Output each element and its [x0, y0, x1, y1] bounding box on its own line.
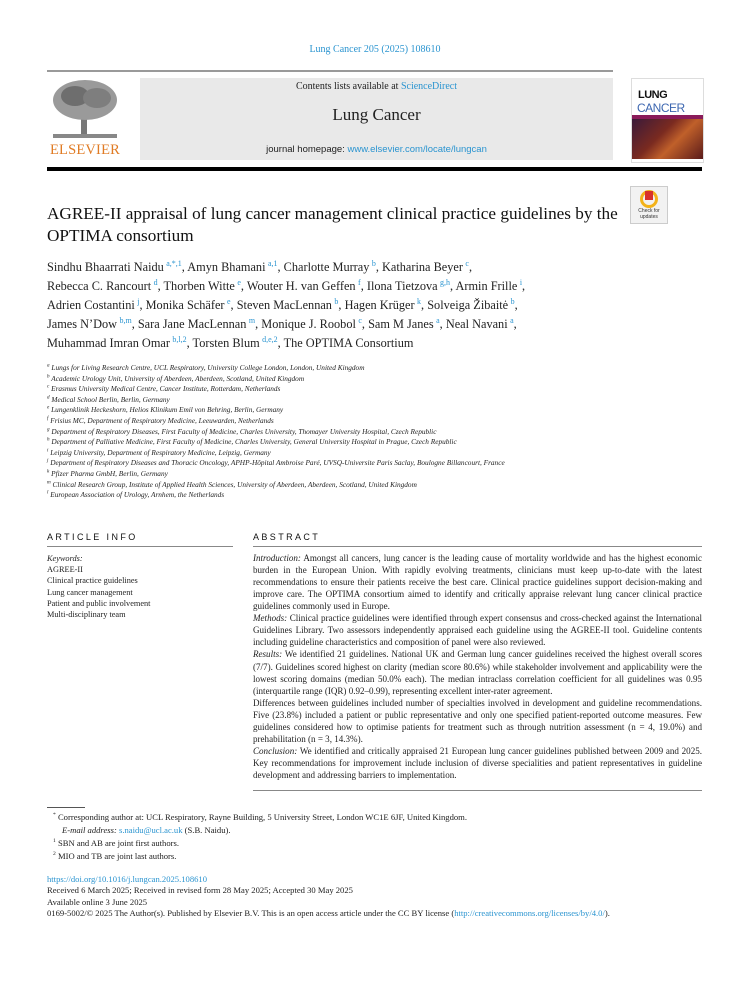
affiliation-key: j: [47, 457, 49, 464]
author: [247, 279, 361, 293]
journal-citation[interactable]: [0, 44, 750, 55]
author: [164, 279, 241, 293]
author-affiliation-mark[interactable]: b,l,2: [172, 334, 187, 344]
author: [446, 317, 514, 331]
affiliation-text: Pfizer Pharma GmbH, Berlin, Germany: [51, 468, 168, 478]
affiliation-key: i: [47, 447, 49, 454]
footnote-1: [53, 837, 702, 850]
homepage-link[interactable]: www.elsevier.com/locate/lungcan: [347, 144, 487, 155]
affiliation: [47, 469, 702, 480]
abstract: [253, 531, 702, 791]
author-affiliation-mark[interactable]: f: [358, 277, 361, 287]
affiliation-key: e: [47, 404, 50, 411]
author-name: Monika Schäfer: [145, 298, 225, 312]
keyword: Lung cancer management: [47, 587, 133, 597]
affiliation-key: h: [47, 436, 50, 443]
keywords: [47, 553, 233, 621]
tree-icon: [49, 78, 121, 140]
affiliation: [47, 384, 702, 395]
paragraph-text: Clinical practice guidelines were identified through expert consensus and cross-checked against the International Guidelines Library. Two assessors independently appraised each guideline using the AGREE-II tool. Guideline contents including guideline characteristics and composition of panel were also reviewed.: [253, 613, 702, 648]
author-name: Adrien Costantini: [47, 298, 135, 312]
article-title: AGREE-II appraisal of lung cancer management clinical practice guidelines by the OPTIMA consortium: [47, 204, 618, 245]
author: [47, 298, 139, 312]
keyword: Patient and public involvement: [47, 598, 151, 608]
affiliation-key: l: [47, 489, 49, 496]
author: [284, 336, 414, 350]
affiliation-key: g: [47, 426, 50, 433]
article-content: [47, 203, 702, 920]
author-affiliation-mark[interactable]: b: [371, 258, 376, 268]
author-name: Katharina Beyer: [382, 260, 463, 274]
footnote-mark: 2: [53, 851, 56, 858]
elsevier-logo: [47, 78, 123, 162]
affiliation-text: Medical School Berlin, Berlin, Germany: [51, 394, 170, 404]
author-affiliation-mark[interactable]: c: [465, 258, 469, 268]
affiliation-key: b: [47, 373, 50, 380]
journal-name: Lung Cancer: [332, 105, 421, 124]
author-name: Solveiga Žibaitė: [427, 298, 509, 312]
affiliation: [47, 490, 702, 501]
affiliation-text: Academic Urology Unit, University of Aberdeen, Aberdeen, Scotland, United Kingdom: [51, 373, 305, 383]
author-name: James N’Dow: [47, 317, 118, 331]
affiliation-key: a: [47, 362, 50, 369]
abstract-paragraph: [253, 648, 702, 696]
author: [193, 336, 278, 350]
author-name: Ilona Tietzova: [366, 279, 438, 293]
affiliation-key: k: [47, 468, 50, 475]
author: [138, 317, 255, 331]
author-name: Sindhu Bhaarrati Naidu: [47, 260, 164, 274]
author-affiliation-mark[interactable]: b: [510, 296, 515, 306]
homepage-prefix: journal homepage:: [266, 144, 348, 155]
keyword: AGREE-II: [47, 565, 83, 575]
author-affiliation-mark[interactable]: a,1: [267, 258, 278, 268]
author-affiliation-mark[interactable]: e: [237, 277, 241, 287]
affiliation-text: Leipzig University, Department of Respiratory Medicine, Leipzig, Germany: [50, 447, 271, 457]
author-affiliation-mark[interactable]: b: [334, 296, 339, 306]
author: [368, 317, 440, 331]
keyword: Multi-disciplinary team: [47, 610, 126, 620]
cover-title-1: LUNG: [638, 89, 668, 101]
affiliation-text: Department of Palliative Medicine, First Faculty of Medicine, Charles University, General University Hospital in Prague, Czech Republic: [51, 437, 457, 447]
email-link[interactable]: s.naidu@ucl.ac.uk: [118, 824, 183, 835]
author: [345, 298, 421, 312]
author-affiliation-mark[interactable]: a: [436, 315, 440, 325]
doi-link[interactable]: https://doi.org/10.1016/j.lungcan.2025.108610: [47, 873, 208, 884]
footnote-2: [53, 850, 702, 863]
email-line: [53, 824, 702, 837]
affiliation-text: Lungs for Living Research Centre, UCL Respiratory, University College London, London, United Kingdom: [51, 363, 365, 372]
cover-image: [632, 119, 703, 159]
affiliation: [47, 437, 702, 448]
license-suffix: ).: [604, 908, 610, 919]
affiliation: [47, 427, 702, 438]
author-affiliation-mark[interactable]: d: [153, 277, 158, 287]
footnote-text: SBN and AB are joint first authors.: [57, 838, 179, 849]
abstract-paragraph: [253, 697, 702, 745]
abstract-paragraph: [253, 612, 702, 648]
author-affiliation-mark[interactable]: c: [358, 315, 362, 325]
email-label: E-mail address:: [62, 824, 117, 835]
author-affiliation-mark[interactable]: g,h: [440, 277, 451, 287]
homepage-line: [140, 144, 613, 155]
email-suffix: (S.B. Naidu).: [182, 824, 231, 835]
author: [237, 298, 339, 312]
footnote-text: MIO and TB are joint last authors.: [57, 851, 177, 862]
author: [47, 260, 182, 274]
corresponding-author-note: [53, 811, 702, 824]
journal-cover[interactable]: [631, 78, 704, 163]
paragraph-label: Results:: [253, 649, 283, 660]
paragraph-text: We identified 21 guidelines. National UK and German lung cancer guidelines received the highest overall scores (7/7). Guidelines scored highest on clarity (median score 80.6%) while stakeholder involvement and applicability were the lowest scoring domains (median 50.0% each). The median intraclass correlation coefficient for all guidelines was 0.95 (interquartile range (IQR) 0.92–0.99), representing excellent inter-rater agreement.: [253, 649, 702, 696]
journal-masthead: [140, 78, 613, 160]
author-name: Hagen Krüger: [344, 298, 415, 312]
available-online: Available online 3 June 2025: [47, 896, 148, 907]
author-affiliation-mark[interactable]: m: [248, 315, 256, 325]
author-affiliation-mark[interactable]: k: [417, 296, 422, 306]
author: [367, 279, 450, 293]
author-name: Muhammad Imran Omar: [47, 336, 170, 350]
paragraph-label: Methods:: [253, 613, 288, 624]
keyword: Clinical practice guidelines: [47, 576, 138, 586]
author: [427, 298, 514, 312]
author: [456, 279, 523, 293]
author: [382, 260, 469, 274]
citation-link[interactable]: Lung Cancer 205 (2025) 108610: [309, 44, 441, 55]
author-affiliation-mark[interactable]: j: [137, 296, 140, 306]
author-name: Sara Jane MacLennan: [137, 317, 247, 331]
footnote-mark: *: [53, 811, 56, 818]
author: [47, 336, 187, 350]
author-name: Sam M Janes: [368, 317, 434, 331]
affiliation: [47, 363, 702, 374]
paragraph-label: Introduction:: [253, 552, 301, 563]
affiliation-key: m: [47, 479, 51, 486]
affiliation-key: f: [47, 415, 49, 422]
affiliation-text: Department of Respiratory Diseases and Thoracic Oncology, APHP-Hôpital Ambroise Paré, UVSQ-Universite Paris Saclay, Boulogne Billancourt, France: [50, 458, 505, 468]
author-name: Neal Navani: [445, 317, 508, 331]
author-name: The OPTIMA Consortium: [283, 336, 414, 350]
article-info: [47, 531, 233, 791]
paragraph-text: Amongst all cancers, lung cancer is the leading cause of mortality worldwide and has the highest economic burden in the European Union. With rapidly evolving treatments, clinicians must keep up-to-date with the latest recommendations to ensure their patients receive the best care. Clinical practice guidelines support decision-making and improve care. The OPTIMA consortium aimed to identify and critically appraise relevant lung cancer clinical practice guidelines commonly used in Europe.: [253, 552, 702, 612]
author: [261, 317, 362, 331]
footnote-rule: [47, 807, 85, 808]
author: [187, 260, 277, 274]
author-name: Monique J. Roobol: [261, 317, 356, 331]
footnotes: [47, 811, 702, 864]
author: [47, 279, 158, 293]
publication-info: [47, 874, 702, 920]
affiliation-text: Lungenklinik Heckeshorn, Helios Klinikum Emil von Behring, Berlin, Germany: [51, 405, 284, 415]
author-name: Armin Frille: [455, 279, 518, 293]
author-name: Torsten Blum: [192, 336, 260, 350]
abstract-body: [253, 552, 702, 791]
author-affiliation-mark[interactable]: a,*,1: [166, 258, 182, 268]
affiliation-key: c: [47, 383, 50, 390]
affiliation-text: Department of Respiratory Diseases, First Faculty of Medicine, Charles University, Thomayer University Hospital, Czech Republic: [51, 426, 437, 436]
contents-line: [140, 81, 613, 92]
author-affiliation-mark[interactable]: e: [226, 296, 231, 306]
affiliation: [47, 448, 702, 459]
author-name: Rebecca C. Rancourt: [47, 279, 152, 293]
affiliation-text: European Association of Urology, Arnhem, the Netherlands: [50, 490, 225, 500]
author-name: Thorben Witte: [163, 279, 235, 293]
received-dates: Received 6 March 2025; Received in revised form 28 May 2025; Accepted 30 May 2025: [47, 885, 353, 896]
abstract-paragraph: [253, 745, 702, 781]
license-line: [47, 908, 702, 920]
license-text: 0169-5002/© 2025 The Author(s). Published by Elsevier B.V. This is an open access article under the CC BY license (: [47, 908, 455, 919]
author-affiliation-mark[interactable]: i: [519, 277, 523, 287]
affiliation-list: [47, 363, 702, 501]
cover-title-2: CANCER: [637, 101, 685, 115]
author: [146, 298, 231, 312]
publisher-wordmark: ELSEVIER: [49, 142, 121, 158]
footnote-mark: 1: [53, 838, 56, 845]
article-sections: [47, 531, 702, 791]
author-name: Amyn Bhamani: [187, 260, 266, 274]
author-affiliation-mark[interactable]: b,m: [119, 315, 132, 325]
author-affiliation-mark[interactable]: a: [510, 315, 514, 325]
sciencedirect-link[interactable]: ScienceDirect: [400, 81, 458, 92]
article-info-heading: ARTICLE INFO: [47, 531, 233, 547]
paragraph-text: We identified and critically appraised 21 European lung cancer guidelines published between 2009 and 2025. Key recommendations for improvement include inclusion of diverse specialities and patient representatives in guideline development and addressing barriers to implementation.: [253, 746, 702, 781]
author-list: Sindhu Bhaarrati Naidu $^{a,*,1}$, Amyn Bhamani $^{a,1}$, Charlotte Murray $^b$, Katharina Beyer $^c$, Rebecca C. Rancourt $^d$, Thorben Witte $^e$, Wouter H. van Geffen $^f$, Ilona Tietzova $^{g,h}$, Armin Frille $^i$, Adrien Costantini $^j$, Monika Schäfer $^e$, Steven MacLennan $^b$, Hagen Krüger $^k$, Solveiga Žibaitė $^b$, James N’Dow $^{b,m}$, Sara Jane MacLennan $^m$, Monique J. Roobol $^c$, Sam M Janes $^a$, Neal Navani $^a$, Muhammad Imran Omar $^{b,l,2}$, Torsten Blum $^{d,e,2}$, The OPTIMA Consortium: [47, 258, 526, 350]
affiliation: [47, 480, 702, 491]
affiliation: [47, 458, 702, 469]
check-updates-label: Check for updates: [638, 208, 660, 220]
affiliation-text: Frisius MC, Department of Respiratory Medicine, Leeuwarden, Netherlands: [50, 415, 274, 425]
author-name: Charlotte Murray: [283, 260, 370, 274]
author-name: Wouter H. van Geffen: [246, 279, 356, 293]
affiliation-key: d: [47, 394, 50, 401]
author: [47, 317, 132, 331]
contents-prefix: Contents lists available at: [295, 81, 401, 92]
keywords-label: Keywords:: [47, 553, 83, 563]
abstract-heading: ABSTRACT: [253, 531, 702, 547]
affiliation-text: Clinical Research Group, Institute of Applied Health Sciences, University of Aberdeen, Aberdeen, Scotland, United Kingdom: [52, 479, 417, 489]
affiliation: [47, 416, 702, 427]
divider: [47, 70, 613, 72]
abstract-paragraph: [253, 552, 702, 612]
affiliation-text: Erasmus University Medical Centre, Cancer Institute, Rotterdam, Netherlands: [51, 384, 281, 394]
author-affiliation-mark[interactable]: d,e,2: [262, 334, 278, 344]
paragraph-label: Conclusion:: [253, 746, 298, 757]
license-link[interactable]: http://creativecommons.org/licenses/by/4.0/: [454, 908, 605, 919]
author: [284, 260, 376, 274]
affiliation: [47, 395, 702, 406]
affiliation: [47, 405, 702, 416]
header-rule: [47, 167, 702, 171]
paragraph-text: Differences between guidelines included number of specialties involved in development and guideline recommendations. Five (23.8%) included a patient or public representative and only one specified patient-reported outcome measures. Few guidelines considered how to optimise patients for treatment such as through nutrition assessment (n = 4, 19.0%) and prehabilitation (n = 3, 14.3%).: [253, 697, 702, 745]
author-name: Steven MacLennan: [236, 298, 332, 312]
corresponding-text: Corresponding author at: UCL Respiratory, Rayne Building, 5 University Street, London WC1E 6JF, United Kingdom.: [57, 811, 468, 822]
affiliation: [47, 374, 702, 385]
